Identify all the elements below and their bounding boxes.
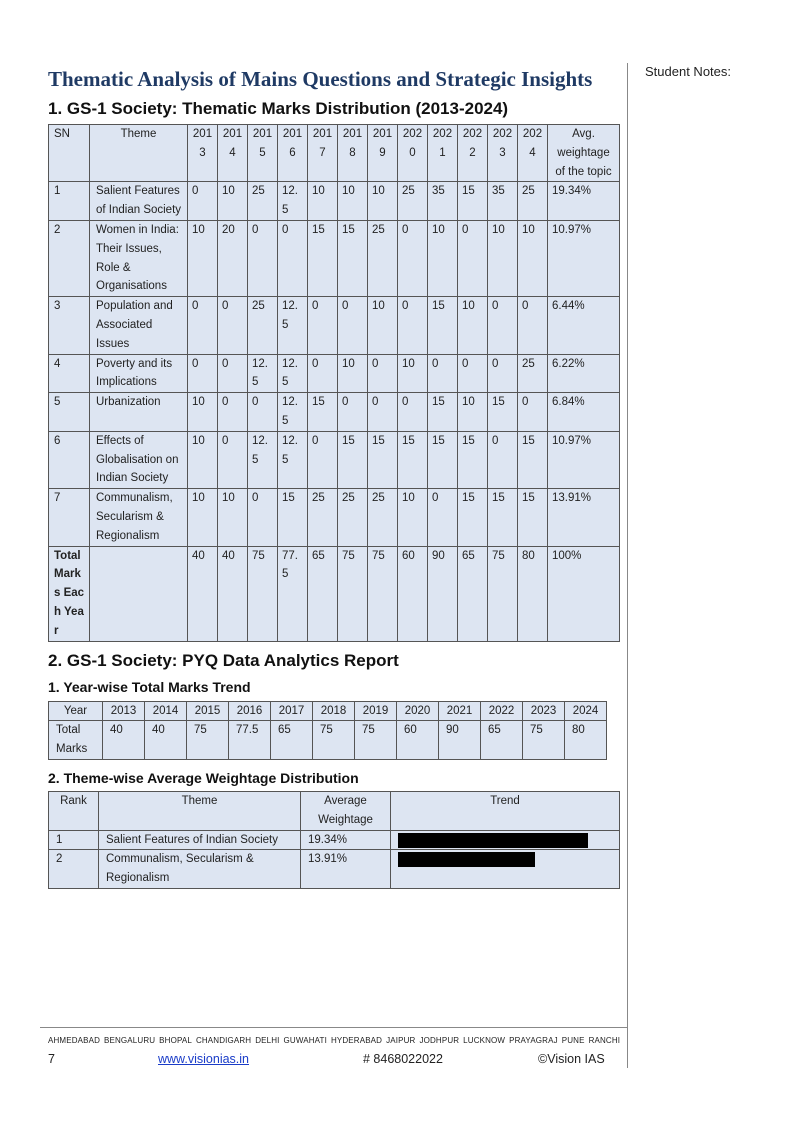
trend-value: 90 — [439, 721, 481, 760]
marks-cell: 0 — [488, 297, 518, 354]
phone-number: # 8468022022 — [363, 1052, 443, 1066]
year-header: 2019 — [368, 125, 398, 182]
thematic-table-header — [49, 125, 620, 182]
marks-cell: 15 — [458, 182, 488, 221]
marks-cell: 25 — [398, 182, 428, 221]
trend-year: 2024 — [565, 701, 607, 721]
city-list — [48, 1036, 619, 1045]
total-cell: 65 — [308, 546, 338, 641]
row-sn: 5 — [49, 393, 90, 432]
year-header: 2016 — [278, 125, 308, 182]
total-cell: 80 — [518, 546, 548, 641]
row-theme: Poverty and its Implications — [90, 354, 188, 393]
trend-bar — [398, 852, 535, 867]
marks-cell: 12.5 — [278, 431, 308, 488]
row-theme: Communalism, Secularism & Regionalism — [90, 489, 188, 546]
total-avg: 100% — [548, 546, 620, 641]
row-avg: 6.44% — [548, 297, 620, 354]
row-theme: Population and Associated Issues — [90, 297, 188, 354]
row-avg: 13.91% — [548, 489, 620, 546]
marks-cell: 0 — [428, 489, 458, 546]
marks-cell: 12.5 — [278, 297, 308, 354]
marks-cell: 10 — [368, 297, 398, 354]
sn-header: SN — [49, 125, 90, 182]
marks-cell: 0 — [218, 297, 248, 354]
city-name: LUCKNOW — [463, 1036, 506, 1045]
marks-cell: 10 — [188, 220, 218, 296]
marks-cell: 0 — [428, 354, 458, 393]
year-row — [49, 701, 607, 721]
trend-year: 2016 — [229, 701, 271, 721]
marks-cell: 0 — [248, 393, 278, 432]
city-name: PUNE — [561, 1036, 585, 1045]
trend-year: 2021 — [439, 701, 481, 721]
marks-cell: 0 — [218, 431, 248, 488]
marks-cell: 0 — [308, 431, 338, 488]
total-cell: 60 — [398, 546, 428, 641]
trend-bar — [398, 833, 588, 848]
trend-value: 75 — [313, 721, 355, 760]
trend-heading: 1. Year-wise Total Marks Trend — [48, 678, 251, 695]
marks-cell: 10 — [518, 220, 548, 296]
marks-cell: 0 — [398, 393, 428, 432]
city-name: GUWAHATI — [283, 1036, 327, 1045]
footer-divider — [40, 1027, 627, 1028]
marks-cell: 15 — [488, 393, 518, 432]
marks-cell: 10 — [398, 354, 428, 393]
marks-cell: 10 — [188, 431, 218, 488]
student-notes-label: Student Notes: — [645, 64, 731, 79]
notes-divider — [627, 63, 628, 1068]
marks-cell: 10 — [368, 182, 398, 221]
marks-cell: 10 — [188, 393, 218, 432]
table-row — [49, 393, 620, 432]
city-name: BHOPAL — [159, 1036, 192, 1045]
marks-cell: 10 — [218, 182, 248, 221]
year-header: 2020 — [398, 125, 428, 182]
total-cell: 75 — [248, 546, 278, 641]
marks-cell: 25 — [368, 489, 398, 546]
marks-cell: 15 — [308, 393, 338, 432]
weightage-header-row — [49, 791, 620, 830]
section2-heading: 2. GS-1 Society: PYQ Data Analytics Report — [48, 650, 399, 670]
marks-cell: 0 — [338, 297, 368, 354]
marks-cell: 10 — [458, 393, 488, 432]
marks-cell: 0 — [278, 220, 308, 296]
section1-heading: 1. GS-1 Society: Thematic Marks Distribution (2013-2024) — [48, 99, 509, 118]
theme-cell: Communalism, Secularism & Regionalism — [99, 850, 301, 889]
marks-cell: 12.5 — [278, 393, 308, 432]
marks-cell: 0 — [368, 393, 398, 432]
trend-cell — [391, 830, 620, 850]
city-name: CHANDIGARH — [195, 1036, 252, 1045]
marks-cell: 35 — [428, 182, 458, 221]
marks-cell: 0 — [218, 393, 248, 432]
table-row — [49, 489, 620, 546]
marks-cell: 12.5 — [248, 431, 278, 488]
marks-cell: 0 — [458, 354, 488, 393]
city-name: BENGALURU — [104, 1036, 156, 1045]
thematic-marks-table — [48, 124, 620, 642]
table-row — [49, 182, 620, 221]
trend-header: Trend — [391, 791, 620, 830]
marks-cell: 12.5 — [278, 182, 308, 221]
main-content — [48, 66, 619, 889]
total-cell: 75 — [368, 546, 398, 641]
marks-cell: 0 — [248, 489, 278, 546]
marks-cell: 25 — [518, 182, 548, 221]
avg-cell: 19.34% — [301, 830, 391, 850]
trend-value: 40 — [145, 721, 187, 760]
marks-cell: 0 — [368, 354, 398, 393]
marks-cell: 15 — [338, 220, 368, 296]
marks-cell: 10 — [338, 182, 368, 221]
row-sn: 7 — [49, 489, 90, 546]
table-row — [49, 220, 620, 296]
total-row — [49, 546, 620, 641]
total-cell: 77.5 — [278, 546, 308, 641]
year-header: 2018 — [338, 125, 368, 182]
city-name: DELHI — [255, 1036, 280, 1045]
trend-year: 2014 — [145, 701, 187, 721]
total-cell: 40 — [218, 546, 248, 641]
year-trend-table — [48, 701, 607, 760]
row-sn: 2 — [49, 220, 90, 296]
marks-cell: 0 — [218, 354, 248, 393]
marks-cell: 15 — [428, 297, 458, 354]
marks-cell: 10 — [338, 354, 368, 393]
city-name: JAIPUR — [386, 1036, 416, 1045]
marks-cell: 25 — [308, 489, 338, 546]
year-header: 2021 — [428, 125, 458, 182]
marks-cell: 25 — [368, 220, 398, 296]
weightage-row — [49, 850, 620, 889]
trend-value: 75 — [355, 721, 397, 760]
total-cell: 40 — [188, 546, 218, 641]
marks-cell: 12.5 — [278, 354, 308, 393]
rank-cell: 2 — [49, 850, 99, 889]
trend-year: 2019 — [355, 701, 397, 721]
total-cell: 65 — [458, 546, 488, 641]
marks-cell: 0 — [308, 297, 338, 354]
total-label: Total Marks Each Year — [49, 546, 90, 641]
marks-cell: 0 — [188, 182, 218, 221]
marks-cell: 15 — [278, 489, 308, 546]
marks-cell: 35 — [488, 182, 518, 221]
marks-cell: 15 — [428, 393, 458, 432]
marks-cell: 10 — [458, 297, 488, 354]
marks-cell: 0 — [338, 393, 368, 432]
marks-cell: 25 — [248, 182, 278, 221]
marks-cell: 15 — [338, 431, 368, 488]
year-header: 2013 — [188, 125, 218, 182]
trend-value: 65 — [481, 721, 523, 760]
trend-value: 60 — [397, 721, 439, 760]
table-row — [49, 431, 620, 488]
city-name: PRAYAGRAJ — [509, 1036, 558, 1045]
marks-cell: 10 — [398, 489, 428, 546]
marks-cell: 15 — [368, 431, 398, 488]
theme-header: Theme — [99, 791, 301, 830]
trend-value: 77.5 — [229, 721, 271, 760]
row-theme: Salient Features of Indian Society — [90, 182, 188, 221]
trend-value: 80 — [565, 721, 607, 760]
marks-cell: 10 — [188, 489, 218, 546]
row-avg: 19.34% — [548, 182, 620, 221]
marks-cell: 0 — [188, 297, 218, 354]
city-name: JODHPUR — [419, 1036, 460, 1045]
marks-cell: 25 — [248, 297, 278, 354]
row-sn: 3 — [49, 297, 90, 354]
theme-header: Theme — [90, 125, 188, 182]
row-avg: 10.97% — [548, 220, 620, 296]
marks-cell: 10 — [488, 220, 518, 296]
marks-cell: 0 — [398, 297, 428, 354]
marks-cell: 12.5 — [248, 354, 278, 393]
marks-cell: 0 — [458, 220, 488, 296]
rank-cell: 1 — [49, 830, 99, 850]
marks-cell: 15 — [458, 489, 488, 546]
marks-cell: 0 — [518, 393, 548, 432]
rank-header: Rank — [49, 791, 99, 830]
year-header: 2022 — [458, 125, 488, 182]
row-avg: 6.84% — [548, 393, 620, 432]
trend-value: 75 — [187, 721, 229, 760]
marks-cell: 0 — [398, 220, 428, 296]
marks-cell: 0 — [248, 220, 278, 296]
row-avg: 6.22% — [548, 354, 620, 393]
trend-value: 40 — [103, 721, 145, 760]
marks-cell: 15 — [428, 431, 458, 488]
year-label: Year — [49, 701, 103, 721]
trend-value: 65 — [271, 721, 313, 760]
trend-year: 2018 — [313, 701, 355, 721]
page-number: 7 — [48, 1052, 55, 1066]
total-cell: 90 — [428, 546, 458, 641]
total-marks-row — [49, 721, 607, 760]
city-name: AHMEDABAD — [48, 1036, 101, 1045]
total-cell: 75 — [488, 546, 518, 641]
marks-cell: 25 — [518, 354, 548, 393]
city-name: HYDERABAD — [330, 1036, 383, 1045]
marks-cell: 10 — [218, 489, 248, 546]
trend-value: 75 — [523, 721, 565, 760]
row-theme: Urbanization — [90, 393, 188, 432]
trend-year: 2013 — [103, 701, 145, 721]
year-header: 2014 — [218, 125, 248, 182]
avg-weightage-header: Avg. weightage of the topic — [548, 125, 620, 182]
marks-cell: 25 — [338, 489, 368, 546]
table-row — [49, 297, 620, 354]
marks-cell: 15 — [518, 431, 548, 488]
page-title: Thematic Analysis of Mains Questions and Strategic Insights — [48, 67, 593, 91]
row-sn: 6 — [49, 431, 90, 488]
row-sn: 4 — [49, 354, 90, 393]
weightage-heading: 2. Theme-wise Average Weightage Distribution — [48, 769, 359, 786]
weightage-row — [49, 830, 620, 850]
trend-year: 2017 — [271, 701, 313, 721]
table-row — [49, 354, 620, 393]
marks-cell: 0 — [308, 354, 338, 393]
marks-cell: 15 — [308, 220, 338, 296]
row-sn: 1 — [49, 182, 90, 221]
theme-cell: Salient Features of Indian Society — [99, 830, 301, 850]
marks-cell: 15 — [398, 431, 428, 488]
weightage-table — [48, 791, 620, 889]
marks-cell: 0 — [488, 354, 518, 393]
year-header: 2024 — [518, 125, 548, 182]
marks-cell: 15 — [458, 431, 488, 488]
marks-cell: 0 — [188, 354, 218, 393]
copyright: ©Vision IAS — [538, 1052, 605, 1066]
website-link[interactable]: www.visionias.in — [158, 1052, 250, 1066]
year-header: 2017 — [308, 125, 338, 182]
total-empty-cell — [90, 546, 188, 641]
total-cell: 75 — [338, 546, 368, 641]
marks-cell: 20 — [218, 220, 248, 296]
avg-cell: 13.91% — [301, 850, 391, 889]
row-theme: Women in India: Their Issues, Role & Organisations — [90, 220, 188, 296]
marks-cell: 15 — [518, 489, 548, 546]
row-avg: 10.97% — [548, 431, 620, 488]
year-header: 2023 — [488, 125, 518, 182]
year-header: 2015 — [248, 125, 278, 182]
row-theme: Effects of Globalisation on Indian Society — [90, 431, 188, 488]
marks-cell: 0 — [488, 431, 518, 488]
city-name: RANCHI — [588, 1036, 621, 1045]
marks-cell: 0 — [518, 297, 548, 354]
marks-cell: 15 — [488, 489, 518, 546]
total-marks-label: Total Marks — [49, 721, 103, 760]
trend-year: 2015 — [187, 701, 229, 721]
marks-cell: 10 — [308, 182, 338, 221]
trend-year: 2020 — [397, 701, 439, 721]
trend-year: 2022 — [481, 701, 523, 721]
trend-cell — [391, 850, 620, 889]
marks-cell: 10 — [428, 220, 458, 296]
trend-year: 2023 — [523, 701, 565, 721]
avg-weightage-header: Average Weightage — [301, 791, 391, 830]
